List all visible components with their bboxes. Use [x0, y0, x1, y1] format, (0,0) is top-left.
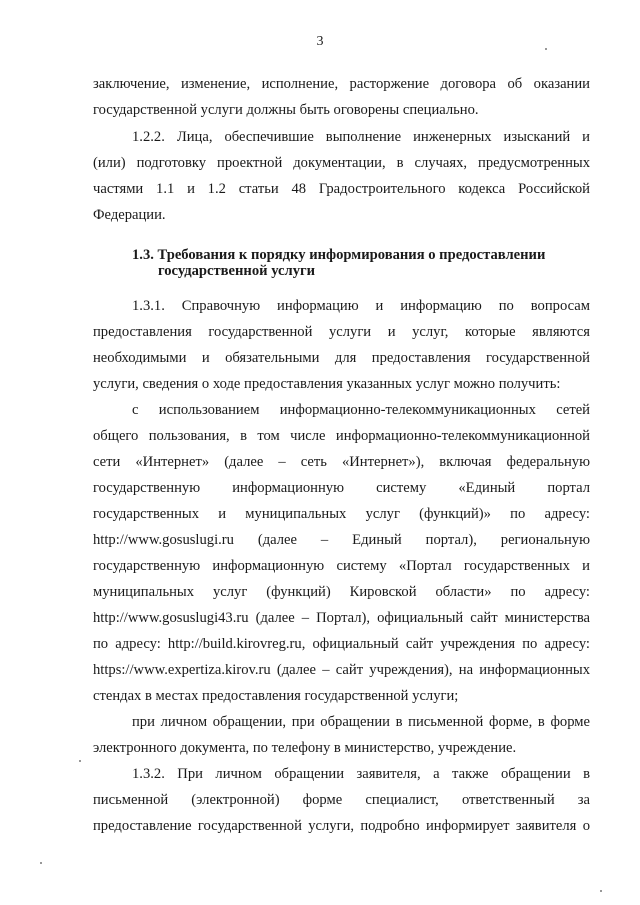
section-heading: государственной услуги: [158, 263, 316, 279]
text-line: сети «Интернет» (далее – сеть «Интернет»), включая федеральную: [93, 454, 590, 470]
scan-speck: [545, 48, 547, 50]
scan-speck: [40, 862, 42, 864]
text-line: государственную информационную систему «Портал государственных и: [93, 558, 590, 574]
text-line: по адресу: http://build.kirovreg.ru, официальный сайт учреждения по адресу:: [93, 636, 590, 652]
text-line: государственной услуги должны быть оговорены специально.: [93, 102, 479, 118]
text-line: стендах в местах предоставления государственной услуги;: [93, 688, 459, 704]
section-heading: 1.3. Требования к порядку информирования о предоставлении: [132, 247, 546, 263]
text-line: заключение, изменение, исполнение, расторжение договора об оказании: [93, 76, 590, 92]
text-line: государственных и муниципальных услуг (функций)» по адресу:: [93, 506, 590, 522]
page-number: 3: [316, 34, 324, 49]
text-line: предоставление государственной услуги, подробно информирует заявителя о: [93, 818, 590, 834]
scan-speck: [600, 890, 602, 892]
text-line: предоставления государственной услуги и услуг, которые являются: [93, 324, 590, 340]
text-line: 1.2.2. Лица, обеспечившие выполнение инженерных изысканий и: [132, 129, 590, 145]
text-line: (или) подготовку проектной документации, в случаях, предусмотренных: [93, 155, 590, 171]
text-line: http://www.gosuslugi43.ru (далее – Портал), официальный сайт министерства: [93, 610, 590, 626]
text-line: письменной (электронной) форме специалист, ответственный за: [93, 792, 590, 808]
text-line: государственную информационную систему «Единый портал: [93, 480, 590, 496]
text-line: https://www.expertiza.kirov.ru (далее – сайт учреждения), на информационных: [93, 662, 590, 678]
text-line: Федерации.: [93, 207, 166, 223]
text-line: с использованием информационно-телекоммуникационных сетей: [132, 402, 590, 418]
text-line: необходимыми и обязательными для предоставления государственной: [93, 350, 590, 366]
text-line: http://www.gosuslugi.ru (далее – Единый портал), региональную: [93, 532, 590, 548]
text-line: 1.3.2. При личном обращении заявителя, а также обращении в: [132, 766, 590, 782]
scan-speck: [79, 760, 81, 762]
text-line: частями 1.1 и 1.2 статьи 48 Градостроительного кодекса Российской: [93, 181, 590, 197]
text-line: 1.3.1. Справочную информацию и информацию по вопросам: [132, 298, 590, 314]
text-line: общего пользования, в том числе информационно-телекоммуникационной: [93, 428, 590, 444]
text-line: при личном обращении, при обращении в письменной форме, в форме: [132, 714, 590, 730]
text-line: услуги, сведения о ходе предоставления указанных услуг можно получить:: [93, 376, 561, 392]
text-line: муниципальных услуг (функций) Кировской области» по адресу:: [93, 584, 590, 600]
text-line: электронного документа, по телефону в министерство, учреждение.: [93, 740, 517, 756]
